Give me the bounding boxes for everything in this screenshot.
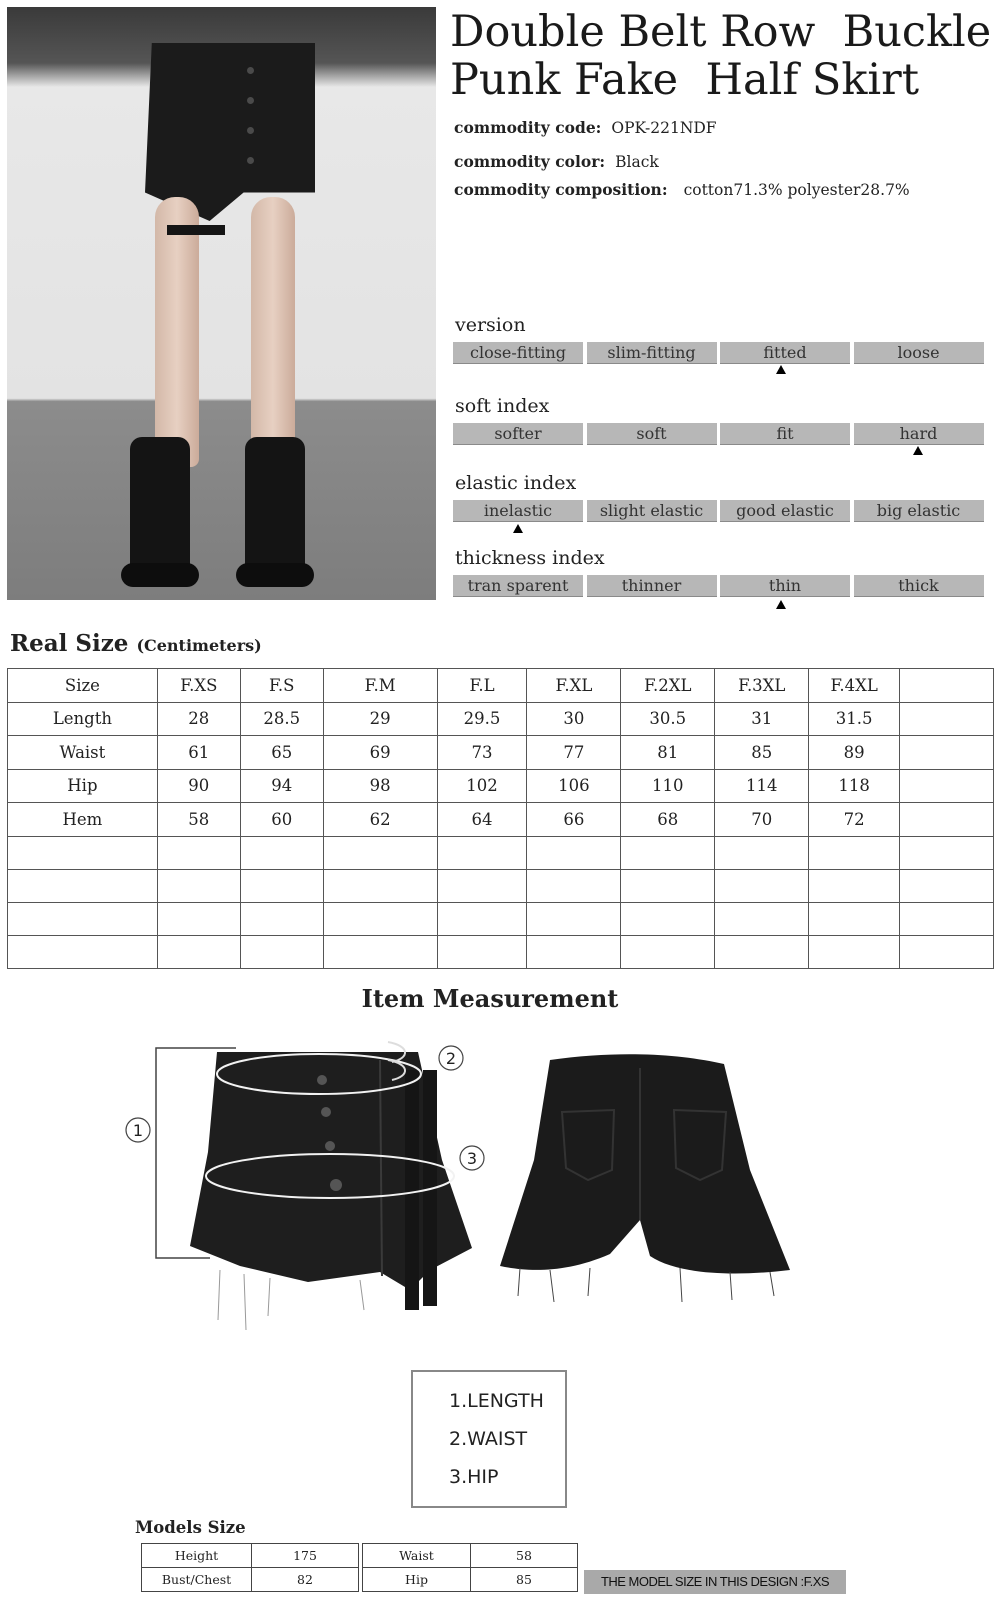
- version-scale: [453, 342, 988, 365]
- table-cell: 58: [471, 1544, 578, 1568]
- table-cell: 89: [809, 736, 900, 770]
- table-row-empty: [8, 935, 994, 968]
- table-row: [8, 803, 994, 837]
- table-cell: 77: [527, 736, 621, 770]
- elastic-index-option: slight elastic: [587, 500, 717, 522]
- table-cell: 69: [323, 736, 437, 770]
- table-cell: 31: [715, 702, 809, 736]
- legend-length: 1.LENGTH: [449, 1390, 544, 1412]
- elastic-index-label: elastic index: [455, 472, 577, 494]
- thickness-index-option: thick: [854, 575, 984, 597]
- commodity-color-label: commodity color:: [454, 152, 606, 171]
- thickness-index-label: thickness index: [455, 547, 605, 569]
- table-cell: Hip: [363, 1568, 471, 1592]
- table-cell: 29: [323, 702, 437, 736]
- table-cell: 61: [157, 736, 240, 770]
- table-cell: 64: [437, 803, 527, 837]
- soft-index-scale: [453, 423, 988, 446]
- table-row-empty: [8, 902, 994, 935]
- table-cell: 175: [252, 1544, 359, 1568]
- item-measurement-title: Item Measurement: [361, 984, 619, 1013]
- soft-index-option: hard: [854, 423, 984, 445]
- table-cell: [900, 769, 994, 803]
- table-header-cell: F.2XL: [621, 669, 715, 703]
- table-cell: 82: [252, 1568, 359, 1592]
- table-cell: 106: [527, 769, 621, 803]
- table-header-cell: F.XL: [527, 669, 621, 703]
- table-cell: [900, 702, 994, 736]
- commodity-code: [454, 118, 717, 137]
- real-size-heading: Real Size: [10, 630, 129, 657]
- table-row-empty: [8, 836, 994, 869]
- model-photo: [7, 7, 436, 600]
- table-header-cell: F.4XL: [809, 669, 900, 703]
- commodity-code-label: commodity code:: [454, 118, 602, 137]
- table-cell: 68: [621, 803, 715, 837]
- table-cell: Height: [142, 1544, 252, 1568]
- table-cell: Waist: [8, 736, 158, 770]
- soft-index-option: soft: [587, 423, 717, 445]
- version-label: version: [455, 314, 526, 336]
- commodity-composition-label: commodity composition:: [454, 180, 668, 199]
- table-cell: 85: [471, 1568, 578, 1592]
- commodity-code-value: OPK-221NDF: [611, 119, 717, 137]
- table-cell: 28: [157, 702, 240, 736]
- table-header-cell: F.M: [323, 669, 437, 703]
- table-header-row: [8, 669, 994, 703]
- table-row: [142, 1568, 359, 1592]
- table-cell: 114: [715, 769, 809, 803]
- thickness-index-selected-marker: [776, 600, 786, 609]
- commodity-composition-value: cotton71.3% polyester28.7%: [683, 181, 910, 199]
- legend-hip: 3.HIP: [449, 1466, 499, 1488]
- model-size-note: THE MODEL SIZE IN THIS DESIGN :F.XS: [584, 1570, 846, 1594]
- version-option: slim-fitting: [587, 342, 717, 364]
- table-cell: 62: [323, 803, 437, 837]
- table-cell: Length: [8, 702, 158, 736]
- marker-3-label: 3: [466, 1149, 478, 1168]
- thickness-index-scale: [453, 575, 988, 598]
- table-header-cell: F.S: [240, 669, 323, 703]
- elastic-index-option: good elastic: [720, 500, 850, 522]
- table-header-cell: F.XS: [157, 669, 240, 703]
- back-shorts-illustration: [500, 1054, 790, 1302]
- commodity-color-value: Black: [615, 153, 659, 171]
- table-cell: 110: [621, 769, 715, 803]
- table-cell: 90: [157, 769, 240, 803]
- commodity-color: [454, 152, 659, 171]
- table-cell: 28.5: [240, 702, 323, 736]
- table-cell: 73: [437, 736, 527, 770]
- table-row: [8, 736, 994, 770]
- elastic-index-option: inelastic: [453, 500, 583, 522]
- table-cell: 58: [157, 803, 240, 837]
- table-cell: 85: [715, 736, 809, 770]
- real-size-table: [7, 668, 994, 969]
- product-title: Double Belt Row Buckle Punk Fake Half Skirt: [450, 7, 992, 105]
- measurement-diagram: [120, 1040, 840, 1360]
- table-header-cell: Size: [8, 669, 158, 703]
- table-cell: 65: [240, 736, 323, 770]
- legend-waist: 2.WAIST: [449, 1428, 528, 1450]
- models-size-table-left: [141, 1543, 359, 1592]
- table-cell: [900, 803, 994, 837]
- elastic-index-scale: [453, 500, 988, 523]
- version-selected-marker: [776, 365, 786, 374]
- table-row: [142, 1544, 359, 1568]
- models-size-title: Models Size: [135, 1518, 246, 1537]
- real-size-title: [10, 630, 262, 657]
- table-row: [363, 1568, 578, 1592]
- table-cell: Bust/Chest: [142, 1568, 252, 1592]
- table-cell: 60: [240, 803, 323, 837]
- soft-index-label: soft index: [455, 395, 550, 417]
- measurement-legend: [411, 1370, 567, 1508]
- table-cell: Waist: [363, 1544, 471, 1568]
- elastic-index-selected-marker: [513, 524, 523, 533]
- table-row: [8, 702, 994, 736]
- elastic-index-option: big elastic: [854, 500, 984, 522]
- table-header-cell: F.L: [437, 669, 527, 703]
- table-cell: 31.5: [809, 702, 900, 736]
- table-cell: Hem: [8, 803, 158, 837]
- table-cell: 102: [437, 769, 527, 803]
- table-cell: 118: [809, 769, 900, 803]
- table-row: [8, 769, 994, 803]
- soft-index-option: softer: [453, 423, 583, 445]
- table-cell: 72: [809, 803, 900, 837]
- table-cell: 98: [323, 769, 437, 803]
- table-header-cell: [900, 669, 994, 703]
- version-option: fitted: [720, 342, 850, 364]
- marker-2-label: 2: [445, 1049, 457, 1068]
- table-cell: 81: [621, 736, 715, 770]
- table-cell: Hip: [8, 769, 158, 803]
- models-size-table-right: [362, 1543, 578, 1592]
- table-row-empty: [8, 869, 994, 902]
- version-option: close-fitting: [453, 342, 583, 364]
- table-cell: 30: [527, 702, 621, 736]
- version-option: loose: [854, 342, 984, 364]
- table-header-cell: F.3XL: [715, 669, 809, 703]
- commodity-composition: [454, 180, 910, 199]
- table-cell: 30.5: [621, 702, 715, 736]
- table-cell: [900, 736, 994, 770]
- table-row: [363, 1544, 578, 1568]
- marker-1-label: 1: [132, 1121, 144, 1140]
- table-cell: 29.5: [437, 702, 527, 736]
- table-cell: 70: [715, 803, 809, 837]
- soft-index-option: fit: [720, 423, 850, 445]
- soft-index-selected-marker: [913, 446, 923, 455]
- real-size-unit: (Centimeters): [136, 636, 262, 655]
- table-cell: 94: [240, 769, 323, 803]
- thickness-index-option: thin: [720, 575, 850, 597]
- thickness-index-option: tran sparent: [453, 575, 583, 597]
- table-cell: 66: [527, 803, 621, 837]
- thickness-index-option: thinner: [587, 575, 717, 597]
